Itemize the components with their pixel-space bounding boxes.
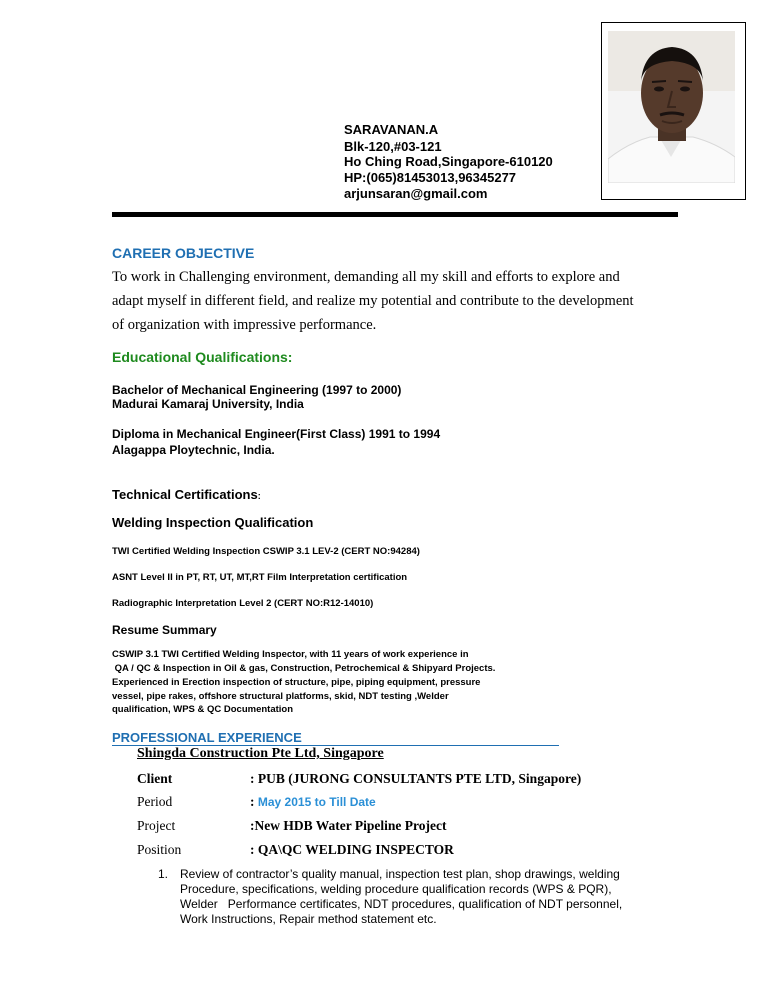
certification-item: ASNT Level II in PT, RT, UT, MT,RT Film Interpretation certification <box>112 572 408 583</box>
summary-line: CSWIP 3.1 TWI Certified Welding Inspector, with 11 years of work experience in <box>112 649 469 660</box>
period-value <box>250 794 376 810</box>
position-label: Position <box>137 842 182 857</box>
certifications-heading-colon: : <box>257 491 261 501</box>
address-line-1: Blk-120,#03-121 <box>344 139 442 154</box>
institution-1: Madurai Kamaraj University, India <box>112 397 304 411</box>
client-label: Client <box>137 771 173 786</box>
certifications-heading-text: Technical Certifications <box>112 487 258 502</box>
duty-line: Review of contractor’s quality manual, inspection test plan, shop drawings, welding <box>180 867 620 881</box>
period-label: Period <box>137 794 173 809</box>
address-line-2: Ho Ching Road,Singapore-610120 <box>344 154 553 169</box>
period-dates: May 2015 to Till Date <box>257 795 376 809</box>
email-address: arjunsaran@gmail.com <box>344 186 488 201</box>
summary-line: QA / QC & Inspection in Oil & gas, Construction, Petrochemical & Shipyard Projects. <box>112 663 496 674</box>
summary-line: Experienced in Erection inspection of structure, pipe, piping equipment, pressure <box>112 677 481 688</box>
certifications-heading <box>112 487 261 502</box>
candidate-name: SARAVANAN.A <box>344 122 439 137</box>
degree-2: Diploma in Mechanical Engineer(First Class) 1991 to 1994 <box>112 427 441 441</box>
certification-item: Radiographic Interpretation Level 2 (CERT NO:R12-14010) <box>112 598 374 609</box>
duty-line: Work Instructions, Repair method statement etc. <box>180 912 437 926</box>
duty-line: Procedure, specifications, welding procedure qualification records (WPS & PQR), <box>180 882 612 896</box>
header-divider <box>112 212 678 217</box>
portrait-image <box>608 31 735 183</box>
summary-line: qualification, WPS & QC Documentation <box>112 704 294 715</box>
welding-qualification-heading: Welding Inspection Qualification <box>112 515 314 530</box>
project-label: Project <box>137 818 176 833</box>
duty-number: 1. <box>158 867 169 881</box>
professional-experience-heading: PROFESSIONAL EXPERIENCE <box>112 730 302 745</box>
position-value: : QA\QC WELDING INSPECTOR <box>250 842 454 857</box>
certification-item: TWI Certified Welding Inspection CSWIP 3.1 LEV-2 (CERT NO:94284) <box>112 546 420 557</box>
period-colon: : <box>250 794 258 809</box>
profile-photo <box>608 31 735 183</box>
degree-1: Bachelor of Mechanical Engineering (1997 to 2000) <box>112 383 402 397</box>
education-heading: Educational Qualifications: <box>112 349 293 365</box>
resume-summary-heading: Resume Summary <box>112 623 217 637</box>
project-value: :New HDB Water Pipeline Project <box>250 818 447 833</box>
career-objective-line: of organization with impressive performance. <box>112 317 377 333</box>
career-objective-line: adapt myself in different field, and realize my potential and contribute to the development <box>112 293 634 309</box>
career-objective-line: To work in Challenging environment, demanding all my skill and efforts to explore and <box>112 269 620 285</box>
phone-number: HP:(065)81453013,96345277 <box>344 170 517 185</box>
duty-line: Welder Performance certificates, NDT procedures, qualification of NDT personnel, <box>180 897 623 911</box>
summary-line: vessel, pipe rakes, offshore structural platforms, skid, NDT testing ,Welder <box>112 691 449 702</box>
career-objective-heading: CAREER OBJECTIVE <box>112 245 255 261</box>
company-name: Shingda Construction Pte Ltd, Singapore <box>137 746 384 761</box>
institution-2: Alagappa Ploytechnic, India. <box>112 443 275 457</box>
client-value: : PUB (JURONG CONSULTANTS PTE LTD, Singapore) <box>250 771 582 786</box>
